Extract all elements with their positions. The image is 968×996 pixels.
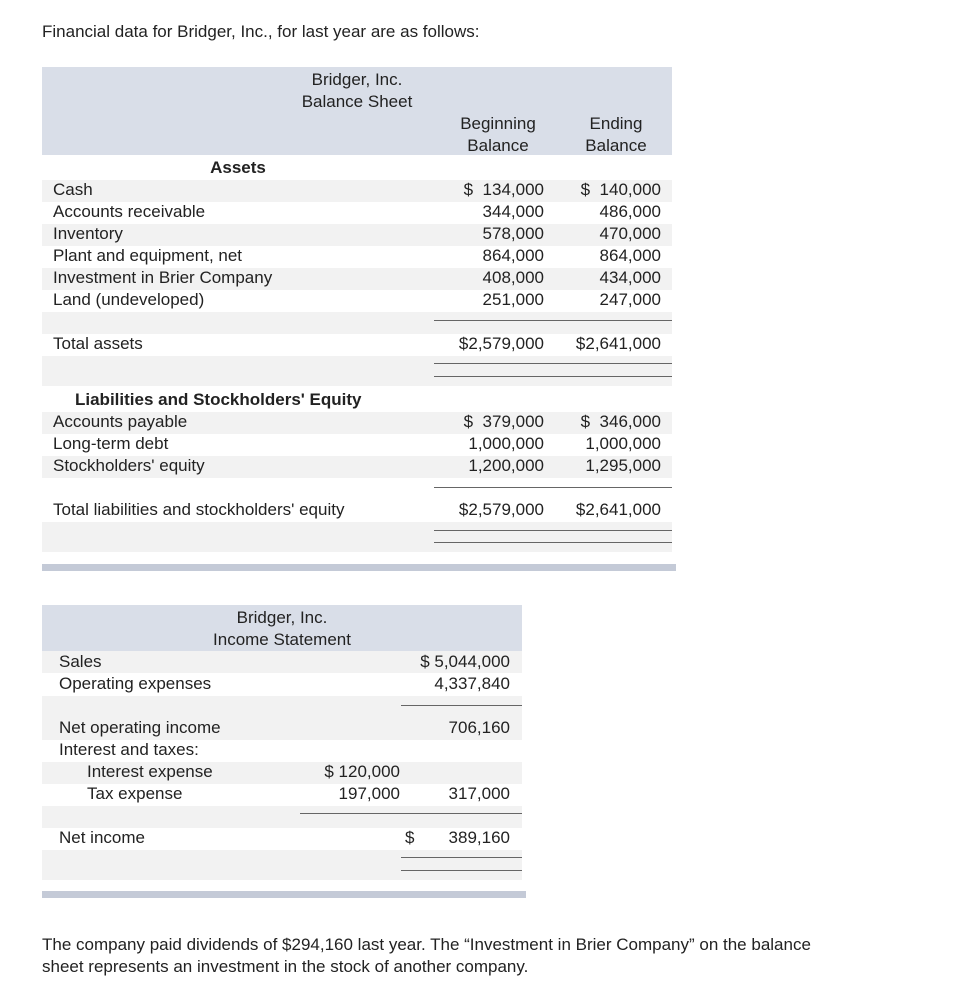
liability-label: Stockholders' equity: [53, 456, 205, 475]
balance-sheet-bottom-bar: [42, 564, 676, 571]
liability-beginning: 1,200,000: [468, 456, 544, 475]
bs-company-name: Bridger, Inc.: [311, 70, 403, 89]
asset-label: Land (undeveloped): [53, 290, 205, 309]
asset-beginning: 864,000: [482, 246, 544, 265]
row-band: [42, 522, 672, 552]
asset-ending: 864,000: [599, 246, 661, 265]
tax-expense-label: Tax expense: [87, 784, 183, 803]
asset-label: Plant and equipment, net: [53, 246, 243, 265]
sales-value: $ 5,044,000: [420, 652, 510, 671]
interest-expense-value: $ 120,000: [324, 762, 400, 781]
subtotal-rule: [401, 705, 522, 706]
asset-beginning: 578,000: [482, 224, 544, 243]
asset-label: Inventory: [53, 224, 123, 243]
interest-expense-label: Interest expense: [87, 762, 213, 781]
total-assets-beginning: $2,579,000: [458, 334, 544, 353]
subtotal-rule: [434, 320, 672, 321]
is-company-name: Bridger, Inc.: [236, 608, 328, 627]
asset-ending: 247,000: [599, 290, 661, 309]
bs-col-ending-line2: Balance: [585, 136, 647, 155]
bs-col-ending-line1: Ending: [589, 114, 643, 133]
asset-label: Cash: [53, 180, 93, 199]
tax-expense-value: 197,000: [338, 784, 400, 803]
noi-label: Net operating income: [59, 718, 221, 737]
net-income-dollar: $: [405, 828, 415, 847]
double-rule-bottom: [434, 542, 672, 543]
row-band: [42, 696, 522, 718]
is-title: Income Statement: [213, 630, 351, 649]
intro-text: Financial data for Bridger, Inc., for last year are as follows:: [42, 22, 480, 41]
total-liabilities-label: Total liabilities and stockholders' equity: [53, 500, 345, 519]
interest-taxes-total: 317,000: [448, 784, 510, 803]
row-band: [42, 806, 522, 828]
total-assets-ending: $2,641,000: [575, 334, 661, 353]
double-rule-top: [434, 530, 672, 531]
sales-label: Sales: [59, 652, 102, 671]
bs-col-beginning-line2: Balance: [467, 136, 529, 155]
bs-title: Balance Sheet: [301, 92, 413, 111]
asset-label: Investment in Brier Company: [53, 268, 273, 287]
double-rule-top: [434, 363, 672, 364]
asset-beginning: 408,000: [482, 268, 544, 287]
total-liabilities-beginning: $2,579,000: [458, 500, 544, 519]
liability-ending: 1,000,000: [585, 434, 661, 453]
bs-col-beginning-line1: Beginning: [460, 114, 536, 133]
liability-label: Long-term debt: [53, 434, 169, 453]
liability-ending: $ 346,000: [580, 412, 661, 431]
asset-ending: $ 140,000: [580, 180, 661, 199]
total-liabilities-ending: $2,641,000: [575, 500, 661, 519]
interest-taxes-label: Interest and taxes:: [59, 740, 199, 759]
footer-line-2: sheet represents an investment in the stock of another company.: [42, 957, 529, 976]
subtotal-rule: [300, 813, 522, 814]
asset-beginning: 251,000: [482, 290, 544, 309]
row-band: [42, 312, 672, 334]
liabilities-heading: Liabilities and Stockholders' Equity: [75, 390, 362, 409]
opex-label: Operating expenses: [59, 674, 212, 693]
double-rule-bottom: [434, 376, 672, 377]
assets-heading: Assets: [210, 158, 266, 177]
liability-label: Accounts payable: [53, 412, 188, 431]
row-band: [42, 850, 522, 880]
asset-ending: 470,000: [599, 224, 661, 243]
subtotal-rule: [434, 487, 672, 488]
income-statement-bottom-bar: [42, 891, 526, 898]
asset-ending: 486,000: [599, 202, 661, 221]
noi-value: 706,160: [448, 718, 510, 737]
net-income-label: Net income: [59, 828, 145, 847]
row-band: [42, 356, 672, 386]
asset-label: Accounts receivable: [53, 202, 206, 221]
total-assets-label: Total assets: [53, 334, 143, 353]
double-rule-top: [401, 857, 522, 858]
liability-beginning: 1,000,000: [468, 434, 544, 453]
asset-beginning: 344,000: [482, 202, 544, 221]
asset-beginning: $ 134,000: [463, 180, 544, 199]
liability-ending: 1,295,000: [585, 456, 661, 475]
double-rule-bottom: [401, 870, 522, 871]
opex-value: 4,337,840: [434, 674, 510, 693]
footer-line-1: The company paid dividends of $294,160 last year. The “Investment in Brier Company” on the balance: [42, 935, 811, 954]
liability-beginning: $ 379,000: [463, 412, 544, 431]
net-income-value: 389,160: [448, 828, 510, 847]
asset-ending: 434,000: [599, 268, 661, 287]
